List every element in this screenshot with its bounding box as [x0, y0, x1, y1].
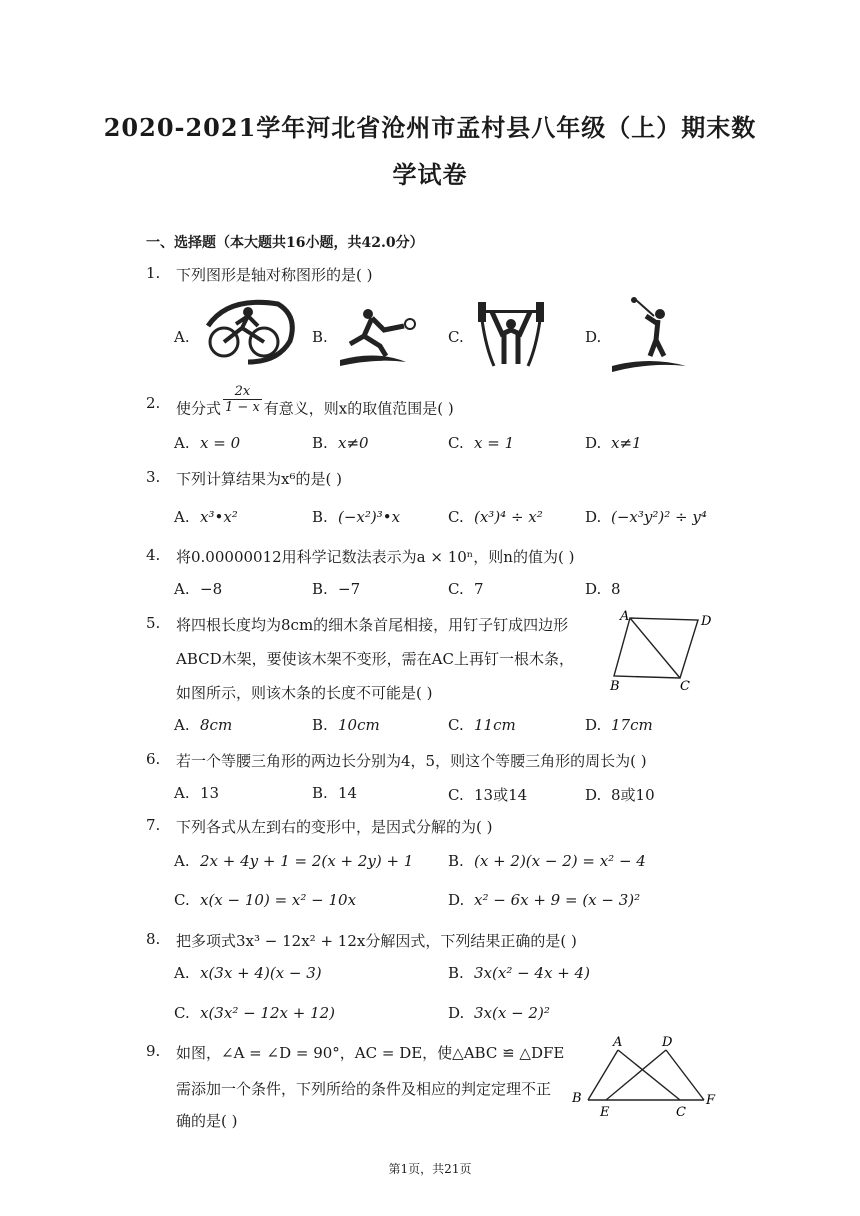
option-c: C. (x³)⁴ ÷ x² [448, 508, 543, 526]
question-number: 1. [146, 264, 161, 282]
label-f: F [706, 1093, 716, 1108]
weightlifter-icon [474, 298, 548, 370]
option-c: C. x(x − 10) = x² − 10x [174, 891, 357, 909]
option-d: D. 8或10 [585, 786, 655, 804]
fraction-denominator: 1 − x [225, 400, 260, 415]
option-c: C. 7 [448, 580, 484, 598]
question-text: 下列图形是轴对称图形的是( ) [176, 266, 373, 284]
option-b: B. (−x²)³•x [312, 508, 401, 526]
option-d: D. x² − 6x + 9 = (x − 3)² [448, 891, 641, 909]
option-a: A. −8 [174, 580, 223, 598]
label-c: C [680, 679, 690, 692]
option-b: B. 14 [312, 784, 358, 802]
option-a-label: A. [174, 328, 190, 346]
option-b: B. −7 [312, 580, 361, 598]
parallelogram-figure [604, 606, 724, 692]
triangles-figure [570, 1034, 720, 1122]
option-a: A. 8cm [174, 716, 233, 734]
option-d: D. 3x(x − 2)² [448, 1004, 550, 1022]
option-a: A. 2x + 4y + 1 = 2(x + 2y) + 1 [174, 852, 414, 870]
question-number: 7. [146, 816, 161, 834]
label-d: D [701, 614, 712, 629]
question-number: 2. [146, 394, 161, 412]
option-b: B. 3x(x² − 4x + 4) [448, 964, 590, 982]
fraction-numerator: 2x [223, 384, 262, 400]
option-a: A. x³•x² [174, 508, 238, 526]
fraction [223, 384, 262, 415]
option-d: D. 17cm [585, 716, 653, 734]
option-b: B. x≠0 [312, 434, 369, 452]
option-a: A. x = 0 [174, 434, 241, 452]
question-text: 下列各式从左到右的变形中，是因式分解的为( ) [176, 818, 493, 836]
golfer-icon [610, 296, 690, 372]
question-text [176, 384, 454, 425]
question-text-line2: ABCD木架，要使该木架不变形，需在AC上再钉一根木条， [176, 650, 574, 668]
question-text-line2: 需添加一个条件，下列所给的条件及相应的判定定理不正 [176, 1080, 552, 1098]
label-b: B [610, 679, 620, 692]
label-a: A [613, 1035, 623, 1050]
label-e: E [600, 1105, 610, 1120]
question-number: 5. [146, 614, 161, 632]
question-number: 8. [146, 930, 161, 948]
option-a: A. x(3x + 4)(x − 3) [174, 964, 322, 982]
question-text-line1: 将四根长度均为8cm的细木条首尾相接，用钉子钉成四边形 [176, 616, 569, 634]
option-b: B. (x + 2)(x − 2) = x² − 4 [448, 852, 646, 870]
question-text-line3: 如图所示，则该木条的长度不可能是( ) [176, 684, 433, 702]
option-b-label: B. [312, 328, 328, 346]
option-d: D. 8 [585, 580, 621, 598]
label-b: B [572, 1091, 582, 1106]
cyclist-icon [198, 296, 298, 366]
question-number: 6. [146, 750, 161, 768]
option-c-label: C. [448, 328, 464, 346]
volleyball-player-icon [336, 300, 426, 370]
question-text-line3: 确的是( ) [176, 1112, 238, 1130]
label-d: D [662, 1035, 673, 1050]
question-number: 3. [146, 468, 161, 486]
option-d: D. x≠1 [585, 434, 642, 452]
section-heading: 一、选择题（本大题共16小题，共42.0分） [146, 235, 424, 251]
option-c: C. 11cm [448, 716, 516, 734]
question-text: 把多项式3x³ − 12x² + 12x分解因式，下列结果正确的是( ) [176, 932, 577, 950]
exam-title-line2: 学试卷 [392, 160, 468, 189]
option-d-label: D. [585, 328, 602, 346]
option-c: C. x(3x² − 12x + 12) [174, 1004, 336, 1022]
question-text: 下列计算结果为x⁶的是( ) [176, 470, 342, 488]
exam-title-line1: 2020-2021学年河北省沧州市孟村县八年级（上）期末数 [103, 113, 757, 142]
label-c: C [676, 1105, 686, 1120]
page-footer: 第1页，共21页 [388, 1162, 472, 1176]
question-text-pre: 使分式 [176, 399, 222, 418]
option-c: C. x = 1 [448, 434, 515, 452]
option-d: D. (−x³y²)² ÷ y⁴ [585, 508, 707, 526]
option-b: B. 10cm [312, 716, 380, 734]
option-a: A. 13 [174, 784, 220, 802]
question-number: 9. [146, 1042, 161, 1060]
option-c: C. 13或14 [448, 786, 528, 804]
question-text-post: 有意义，则x的取值范围是( ) [263, 399, 454, 418]
label-a: A [620, 609, 630, 624]
question-text: 将0.00000012用科学记数法表示为a × 10ⁿ，则n的值为( ) [176, 548, 575, 566]
question-text: 若一个等腰三角形的两边长分别为4，5，则这个等腰三角形的周长为( ) [176, 752, 647, 770]
question-text-line1: 如图，∠A = ∠D = 90°，AC = DE，使△ABC ≌ △DFE [176, 1044, 565, 1062]
question-number: 4. [146, 546, 161, 564]
